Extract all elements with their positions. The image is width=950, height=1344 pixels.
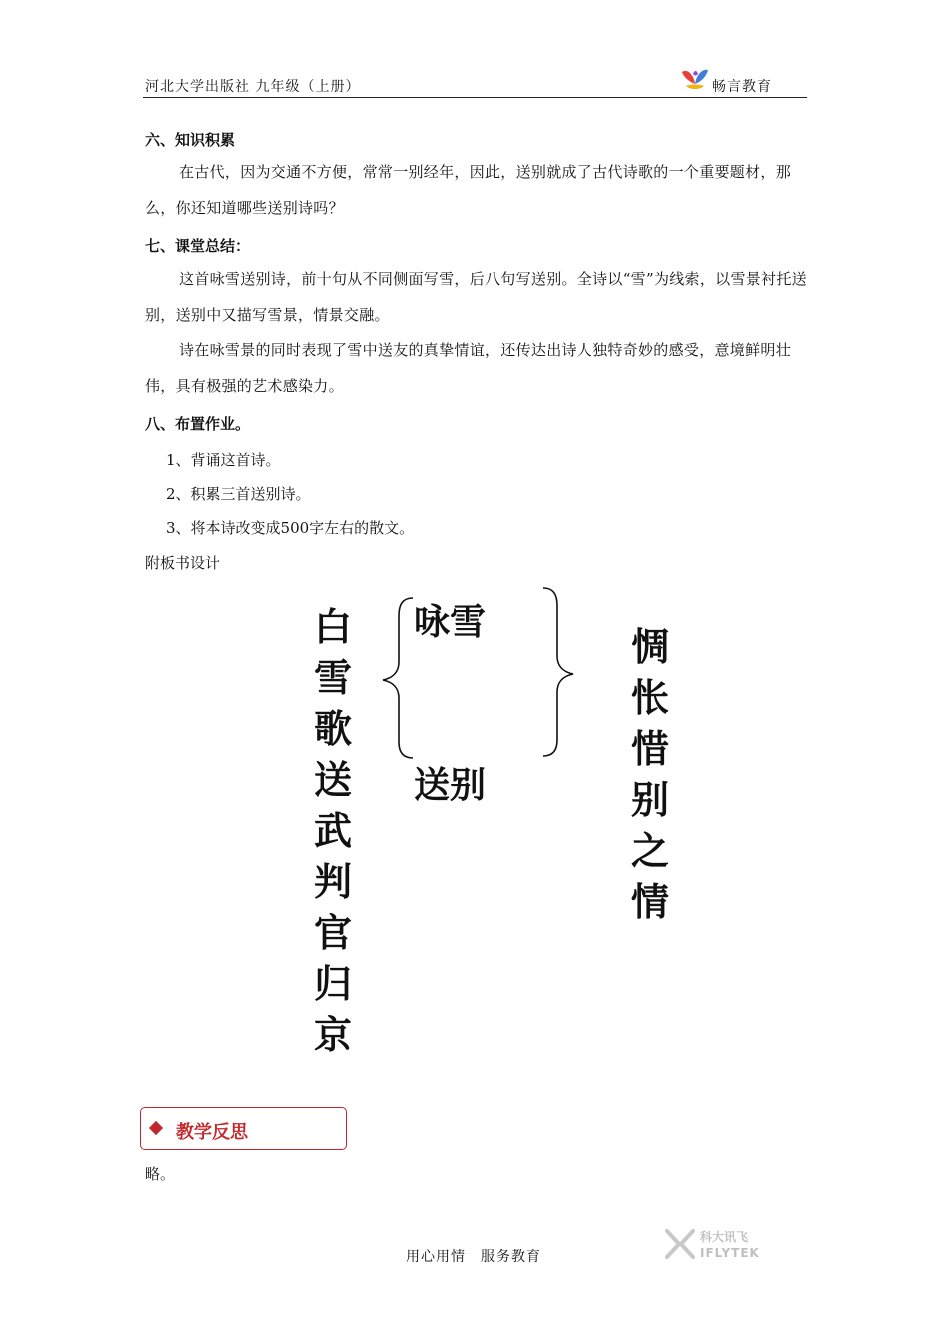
board-title-vertical — [305, 602, 361, 1061]
right-brace — [543, 588, 573, 756]
board-title-char: 判 — [313, 860, 352, 904]
board-word-bottom: 送别 — [414, 765, 487, 806]
board-title-char: 归 — [313, 962, 352, 1006]
section-6-paragraph: 在古代，因为交通不方便，常常一别经年，因此，送别就成了古代诗歌的一个重要题材，那么，你还知道哪些送别诗吗？ — [145, 163, 792, 217]
board-title-char: 歌 — [313, 707, 352, 751]
homework-item-3: 3、将本诗改变成500字左右的散文。 — [166, 519, 415, 537]
board-title-char: 武 — [313, 809, 352, 853]
section-8-title: 八、布置作业。 — [145, 415, 251, 433]
header-publisher: 河北大学出版社 九年级（上册） — [145, 79, 361, 95]
board-right-char: 惆 — [630, 625, 669, 669]
section-7-title: 七、课堂总结： — [145, 237, 251, 255]
board-title-char: 雪 — [313, 656, 352, 700]
board-right-vertical — [622, 622, 678, 928]
board-word-top: 咏雪 — [414, 602, 487, 643]
footer-slogan: 用心用情 服务教育 — [406, 1249, 541, 1265]
section-7-paragraph-2: 诗在咏雪景的同时表现了雪中送友的真挚情谊，还传达出诗人独特奇妙的感受，意境鲜明壮伟，具有极强的艺术感染力。 — [145, 341, 792, 395]
board-title-char: 送 — [313, 758, 352, 802]
left-brace — [383, 598, 413, 758]
board-right-char: 怅 — [630, 676, 669, 720]
changyan-logo-icon — [678, 66, 712, 94]
iflytek-logo-icon — [663, 1227, 697, 1261]
board-right-char: 情 — [630, 880, 669, 924]
reflection-title: 教学反思 — [176, 1122, 248, 1143]
header-brand: 畅言教育 — [712, 79, 772, 95]
header-divider — [143, 97, 807, 98]
homework-item-1: 1、背诵这首诗。 — [166, 451, 281, 469]
board-right-char: 之 — [630, 829, 669, 873]
footer-brand-cn: 科大讯飞 — [700, 1230, 749, 1244]
board-title-char: 京 — [313, 1013, 352, 1057]
homework-item-2: 2、积累三首送别诗。 — [166, 485, 311, 503]
reflection-content: 略。 — [145, 1165, 176, 1183]
board-right-char: 别 — [630, 778, 669, 822]
board-right-char: 惜 — [630, 727, 669, 771]
board-title-char: 官 — [313, 911, 352, 955]
section-7-paragraph-1: 这首咏雪送别诗，前十句从不同侧面写雪，后八句写送别。全诗以“雪”为线索，以雪景衬托送别，送别中又描写雪景，情景交融。 — [145, 270, 807, 324]
section-6-title: 六、知识积累 — [145, 131, 236, 149]
board-design-caption: 附板书设计 — [145, 554, 221, 572]
board-title-char: 白 — [313, 605, 352, 649]
footer-brand-en: IFLYTEK — [700, 1246, 760, 1260]
